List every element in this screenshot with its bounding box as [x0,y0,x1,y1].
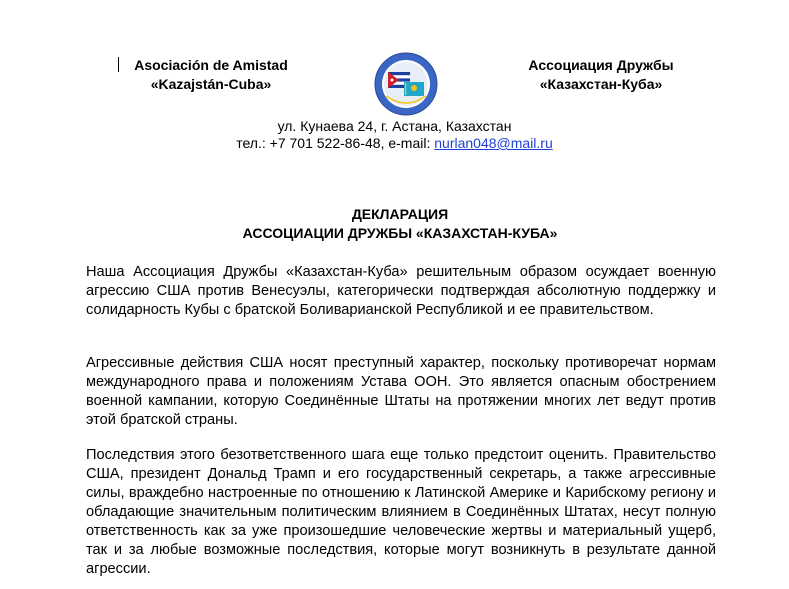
header-spanish-line2: «Kazajstán-Cuba» [150,76,272,92]
header-spanish-line1: Asociación de Amistad [134,57,288,73]
header-russian-name [496,56,706,94]
header-russian-line1: Ассоциация Дружбы [528,57,674,73]
header-russian-line2: «Казахстан-Куба» [539,76,663,92]
header-spanish-name [108,56,314,94]
phone-text: тел.: +7 701 522-86-48, e-mail: [236,135,435,151]
paragraph-3: Последствия этого безответственного шага еще только предстоит оценить. Правительство США, президент Дональд Трамп и его государственный секретарь, а также агрессивные силы, враждебно настроенные по отношению к Латинской Америке и Карибскому региону и обладающие значительным политическим влиянием в Соединённых Штатах, несут полную ответственность как за уже произошедшие человеческие жертвы и материальный ущерб, так и за любые возможные последствия, которые могут возникнуть в результате данной агрессии. [86,447,716,577]
declaration-title-line2: АССОЦИАЦИИ ДРУЖБЫ «КАЗАХСТАН-КУБА» [242,225,558,241]
association-emblem-icon [374,52,438,116]
declaration-title-line1: ДЕКЛАРАЦИЯ [351,206,449,222]
kazakhstan-flag-icon [404,82,424,96]
phone-email-line [0,135,789,152]
declaration-title [0,205,789,243]
contact-block [0,118,789,152]
email-link[interactable]: nurlan048@mail.ru [434,135,553,151]
address-line: ул. Кунаева 24, г. Астана, Казахстан [277,118,512,134]
paragraph-1: Наша Ассоциация Дружбы «Казахстан-Куба» решительным образом осуждает военную агрессию США против Венесуэлы, категорически подтверждая абсолютную поддержку и солидарность Кубы с братской Боливарианской Республикой и ее правительством. [86,264,716,318]
paragraph-2: Агрессивные действия США носят преступный характер, поскольку противоречат нормам международного права и положениям Устава ООН. Это является опасным обострением военной кампании, которую Соединённые Штаты на протяжении многих лет ведут против этой братской страны. [86,355,716,428]
